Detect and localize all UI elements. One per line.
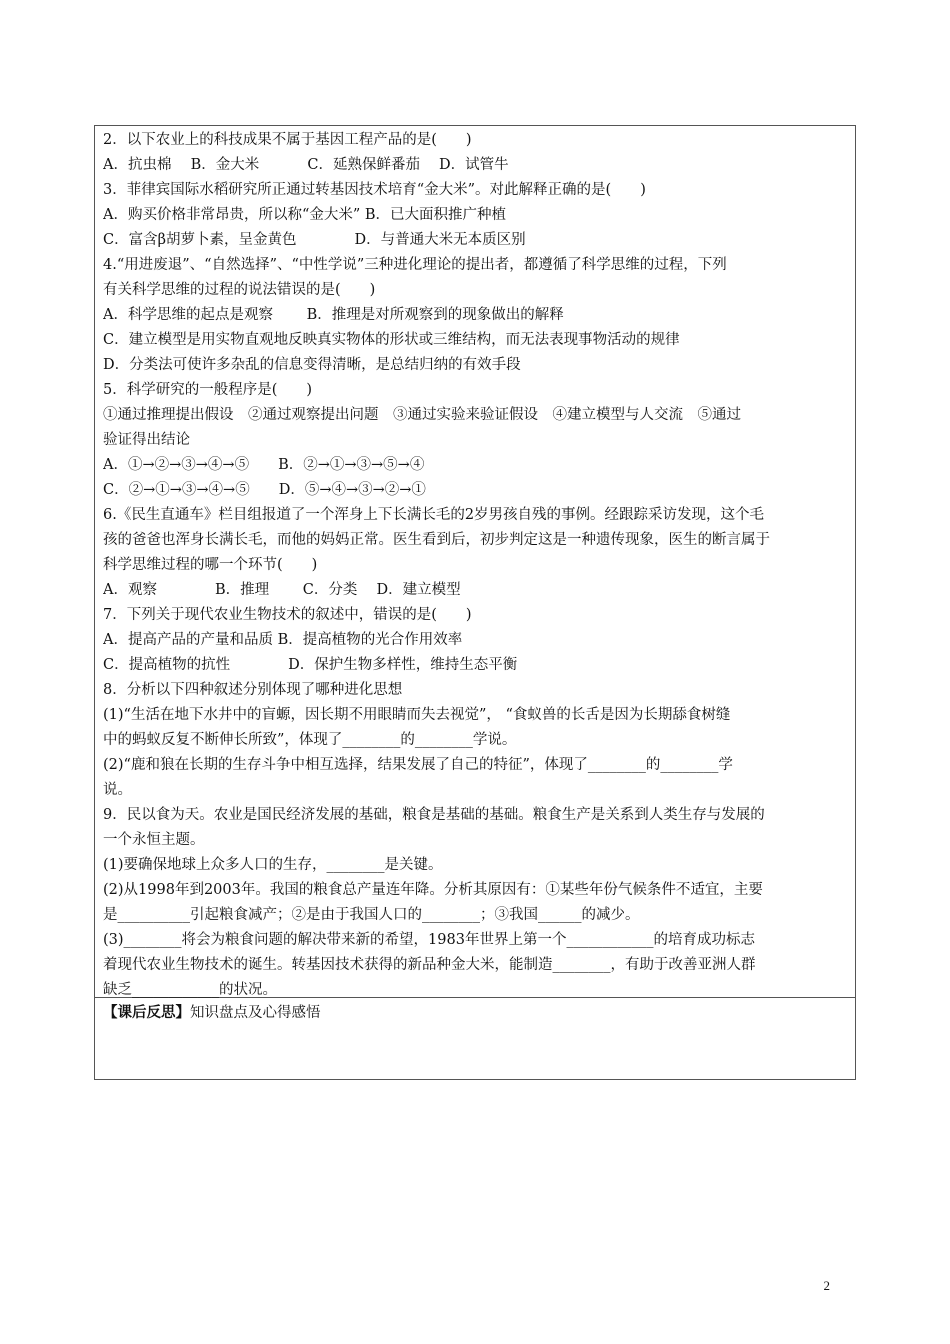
text-line: 科学思维过程的哪一个环节( ) — [103, 557, 318, 573]
text-line: (2)“鹿和狼在长期的生存斗争中相互选择，结果发展了自己的特征”，体现了________的________学 — [103, 757, 733, 773]
text-line: 是__________引起粮食减产；②是由于我国人口的________；③我国______的减少。 — [103, 907, 640, 923]
text-line: 说。 — [103, 782, 132, 798]
text-line: (1)“生活在地下水井中的盲螈，因长期不用眼睛而失去视觉”， “食蚁兽的长舌是因为长期舔食树缝 — [103, 707, 731, 723]
text-line: C．建立模型是用实物直观地反映真实物体的形状或三维结构，而无法表现事物活动的规律 — [103, 332, 680, 348]
text-line: A．抗虫棉 B．金大米 C．延熟保鲜番茄 D．试管牛 — [103, 157, 509, 173]
text-line: 有关科学思维的过程的说法错误的是( ) — [103, 282, 376, 298]
text-line: 缺乏____________的状况。 — [103, 982, 277, 998]
text-line: (2)从1998年到2003年。我国的粮食总产量连年降。分析其原因有：①某些年份气候条件不适宜，主要 — [103, 882, 763, 898]
reflection-section — [95, 998, 855, 1079]
reflection-title: 【课后反思】 — [103, 1004, 190, 1021]
text-line: 一个永恒主题。 — [103, 832, 205, 848]
reflection-text: 知识盘点及心得感悟 — [190, 1005, 321, 1021]
text-line: A．观察 B．推理 C．分类 D．建立模型 — [103, 582, 461, 598]
text-line: A．购买价格非常昂贵，所以称“金大米” B．已大面积推广种植 — [103, 207, 507, 223]
text-line: A．①→②→③→④→⑤ B．②→①→③→⑤→④ — [103, 457, 425, 473]
text-line: (1)要确保地球上众多人口的生存，________是关键。 — [103, 857, 443, 873]
page-number: 2 — [823, 1278, 830, 1293]
text-line: D．分类法可使许多杂乱的信息变得清晰，是总结归纳的有效手段 — [103, 357, 521, 373]
exercise-content — [95, 126, 855, 998]
text-line: C．提高植物的抗性 D．保护生物多样性，维持生态平衡 — [103, 657, 518, 673]
text-line: 验证得出结论 — [103, 432, 190, 448]
text-line: 8．分析以下四种叙述分别体现了哪种进化思想 — [103, 682, 403, 698]
text-line: 6.《民生直通车》栏目组报道了一个浑身上下长满长毛的2岁男孩自残的事例。经跟踪采访发现，这个毛 — [103, 507, 765, 523]
text-line: 中的蚂蚁反复不断伸长所致”，体现了________的________学说。 — [103, 732, 517, 748]
text-line: ①通过推理提出假设 ②通过观察提出问题 ③通过实验来验证假设 ④建立模型与人交流 ⑤通过 — [103, 407, 741, 423]
reflection-line — [103, 1000, 847, 1025]
worksheet-frame — [94, 125, 856, 1080]
text-line: 3．菲律宾国际水稻研究所正通过转基因技术培育“金大米”。对此解释正确的是( ) — [103, 182, 646, 198]
text-line: 5．科学研究的一般程序是( ) — [103, 382, 313, 398]
text-line: 着现代农业生物技术的诞生。转基因技术获得的新品种金大米，能制造________，有助于改善亚洲人群 — [103, 957, 756, 973]
text-line: 2．以下农业上的科技成果不属于基因工程产品的是( ) — [103, 132, 472, 148]
text-line: (3)________将会为粮食问题的解决带来新的希望，1983年世界上第一个____________的培育成功标志 — [103, 932, 755, 948]
text-line: 4.“用进废退”、“自然选择”、“中性学说”三种进化理论的提出者，都遵循了科学思维的过程，下列 — [103, 257, 727, 273]
text-line: A．科学思维的起点是观察 B．推理是对所观察到的现象做出的解释 — [103, 307, 564, 323]
text-line: C．富含β胡萝卜素，呈金黄色 D．与普通大米无本质区别 — [103, 232, 526, 248]
text-line: 9．民以食为天。农业是国民经济发展的基础，粮食是基础的基础。粮食生产是关系到人类生存与发展的 — [103, 807, 765, 823]
text-line: 7．下列关于现代农业生物技术的叙述中，错误的是( ) — [103, 607, 472, 623]
text-line: A．提高产品的产量和品质 B．提高植物的光合作用效率 — [103, 632, 463, 648]
text-line: 孩的爸爸也浑身长满长毛，而他的妈妈正常。医生看到后，初步判定这是一种遗传现象，医生的断言属于 — [103, 532, 770, 548]
text-line: C．②→①→③→④→⑤ D．⑤→④→③→②→① — [103, 482, 426, 498]
